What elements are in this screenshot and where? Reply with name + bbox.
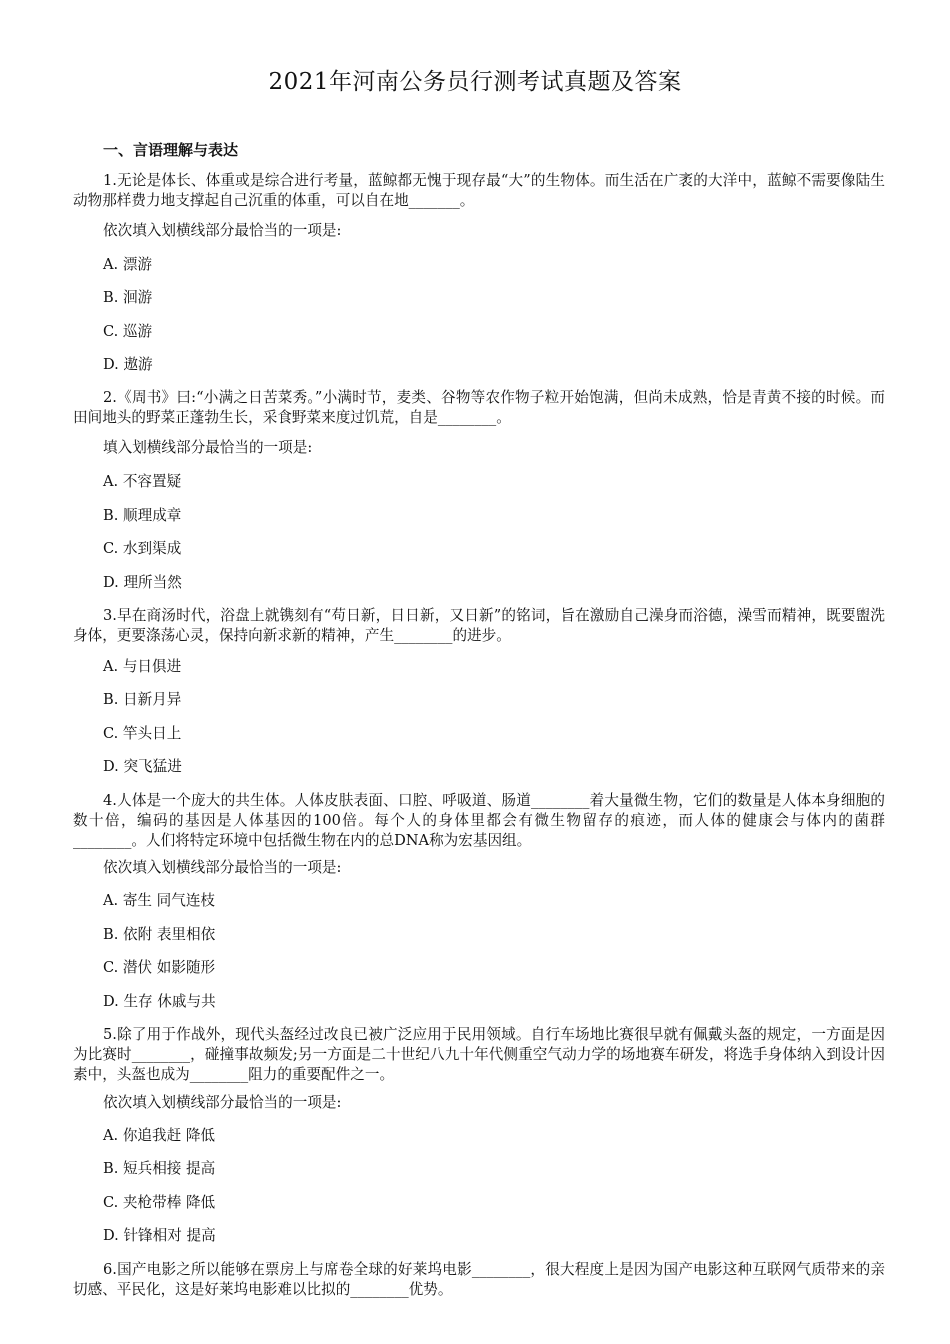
answer-option: A. 寄生 同气连枝 [103, 892, 216, 909]
answer-option: C. 巡游 [103, 323, 153, 340]
question-prompt: 填入划横线部分最恰当的一项是: [103, 439, 313, 456]
answer-option: B. 依附 表里相依 [103, 926, 216, 943]
answer-option: A. 不容置疑 [103, 473, 182, 490]
answer-option: A. 漂游 [103, 256, 153, 273]
answer-option: B. 顺理成章 [103, 507, 182, 524]
answer-option: A. 与日俱进 [103, 658, 182, 675]
question-stem: 5.除了用于作战外，现代头盔经过改良已被广泛应用于民用领域。自行车场地比赛很早就有佩戴头盔的规定，一方面是因为比赛时________，碰撞事故频发;另一方面是二十世纪八九十年代侧重空气动力学的场地赛车研发，将选手身体纳入到设计因素中，头盔也成为________阻力的重要配件之一。 [73, 1026, 885, 1083]
question-stem: 6.国产电影之所以能够在票房上与席卷全球的好莱坞电影________，很大程度上是因为国产电影这种互联网气质带来的亲切感、平民化，这是好莱坞电影难以比拟的________优势。 [73, 1261, 885, 1298]
document-title: 2021年河南公务员行测考试真题及答案 [268, 69, 682, 95]
question-prompt: 依次填入划横线部分最恰当的一项是: [103, 222, 342, 239]
answer-option: B. 短兵相接 提高 [103, 1160, 216, 1177]
answer-option: C. 水到渠成 [103, 540, 182, 557]
answer-option: A. 你追我赶 降低 [103, 1127, 216, 1144]
question-stem: 4.人体是一个庞大的共生体。人体皮肤表面、口腔、呼吸道、肠道________着大量微生物，它们的数量是人体本身细胞的数十倍，编码的基因是人体基因的100倍。每个人的身体里都会有微生物留存的痕迹，而人体的健康会与体内的菌群________。人们将特定环境中包括微生物在内的总DNA称为宏基因组。 [73, 792, 885, 849]
question-stem: 2.《周书》曰:“小满之日苦菜秀。”小满时节，麦类、谷物等农作物子粒开始饱满，但尚未成熟，恰是青黄不接的时候。而田间地头的野菜正蓬勃生长，采食野菜来度过饥荒，自是________。 [73, 389, 885, 426]
answer-option: C. 潜伏 如影随形 [103, 959, 216, 976]
answer-option: D. 理所当然 [103, 574, 182, 591]
question-stem: 3.早在商汤时代，浴盘上就镌刻有“苟日新，日日新，又日新”的铭词，旨在激励自己澡身而浴德，澡雪而精神，既要盥洗身体，更要涤荡心灵，保持向新求新的精神，产生________的进步。 [73, 607, 885, 644]
section-heading: 一、言语理解与表达 [103, 141, 239, 159]
answer-option: D. 遨游 [103, 356, 153, 373]
answer-option: D. 针锋相对 提高 [103, 1227, 216, 1244]
answer-option: C. 竿头日上 [103, 725, 182, 742]
answer-option: B. 洄游 [103, 289, 153, 306]
question-prompt: 依次填入划横线部分最恰当的一项是: [103, 859, 342, 876]
answer-option: D. 生存 休戚与共 [103, 993, 216, 1010]
answer-option: C. 夹枪带棒 降低 [103, 1194, 216, 1211]
question-prompt: 依次填入划横线部分最恰当的一项是: [103, 1094, 342, 1111]
answer-option: B. 日新月异 [103, 691, 182, 708]
question-stem: 1.无论是体长、体重或是综合进行考量，蓝鲸都无愧于现存最“大”的生物体。而生活在广袤的大洋中，蓝鲸不需要像陆生动物那样费力地支撑起自己沉重的体重，可以自在地_______。 [73, 172, 885, 209]
answer-option: D. 突飞猛进 [103, 758, 182, 775]
